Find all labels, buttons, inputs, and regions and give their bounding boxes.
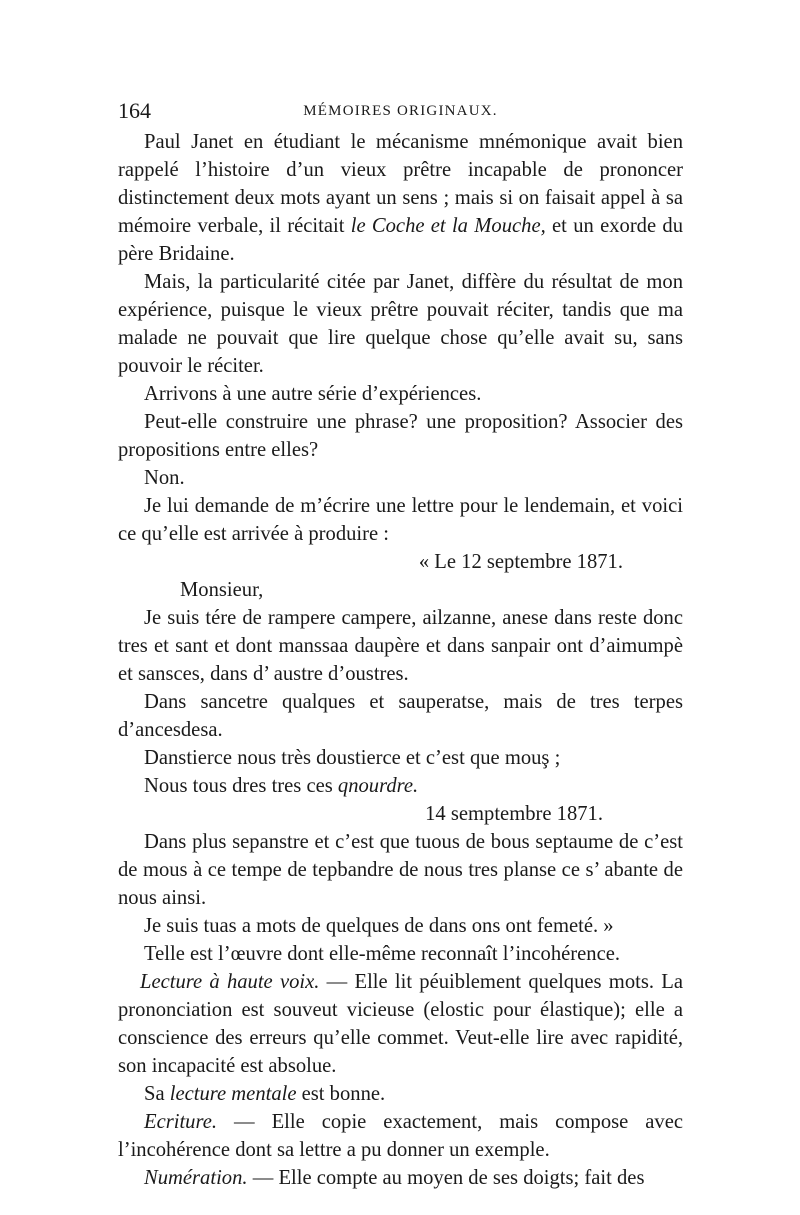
paragraph-numeration (118, 1164, 683, 1192)
paragraph-text: Sa (144, 1083, 170, 1105)
letter-line-6: Je suis tuas a mots de quelques de dans ons ont femeté. » (144, 915, 614, 937)
letter-line-5: Dans plus sepanstre et c’est que tuous de bous septaume de c’est de mous à ce tempe de tepbandre de nous tres planse ce s’ abante de nous ainsi. (118, 831, 683, 909)
paragraph-text: — Elle lit péuiblement quelques mots. La prononciation est souveut vicieuse (elostic pour élastique); elle a conscience des erreurs qu’elle commet. Veut-elle lire avec rapidité, son incapacité est absolue. (118, 971, 683, 1077)
paragraph-text: — Elle copie exactement, mais compose avec l’incohérence dont sa lettre a pu donner un exemple. (118, 1111, 683, 1161)
running-head: MÉMOIRES ORIGINAUX. (303, 103, 498, 119)
paragraph-text: Paul Janet en étudiant le mécanisme mnémonique avait bien rappelé l’histoire d’un vieux prêtre incapable de prononcer distinctement deux mots ayant un sens ; mais si on faisait appel à sa mémoire verbale, il récitait (118, 131, 683, 237)
fable-title: le Coche et la Mouche, (350, 215, 546, 237)
letter-line-3: Danstierce nous très doustierce et c’est que mouş ; (144, 747, 561, 769)
section-label: Numération. (144, 1167, 248, 1189)
paragraph-ecriture (118, 1108, 683, 1164)
paragraph-text: et un exorde du père Bridaine. (118, 215, 684, 265)
paragraph-lecture-mentale (118, 1080, 683, 1108)
letter-word-italic: qnourdre. (337, 775, 419, 797)
paragraph-phrase: Peut-elle construire une phrase? une proposition? Associer des propositions entre elles? (118, 411, 683, 461)
page-number: 164 (118, 98, 151, 123)
body-text (118, 128, 683, 1192)
paragraph-text: est bonne. (296, 1083, 386, 1105)
paragraph-lettre-intro: Je lui demande de m’écrire une lettre pour le lendemain, et voici ce qu’elle est arrivée à produire : (118, 495, 683, 545)
letter-date-1: « Le 12 septembre 1871. (418, 551, 623, 573)
letter-text: Nous tous dres tres ces (144, 775, 338, 797)
paragraph-non: Non. (144, 467, 185, 489)
letter-salutation: Monsieur, (180, 579, 264, 601)
section-label: lecture mentale (169, 1083, 297, 1105)
letter-line-4 (118, 772, 683, 800)
section-label: Ecriture. (144, 1111, 218, 1133)
paragraph-janet (118, 128, 683, 268)
paragraph-arrivons: Arrivons à une autre série d’expériences. (144, 383, 482, 405)
letter-line-1: Je suis tére de rampere campere, ailzanne, anese dans reste donc tres et sant et dont manssaa daupère et dans sanpair ont d’aimumpè et sansces, dans d’ austre d’oustres. (118, 607, 683, 685)
paragraph-text: — Elle compte au moyen de ses doigts; fait des (247, 1167, 645, 1189)
paragraph-particularite: Mais, la particularité citée par Janet, diffère du résultat de mon expérience, puisque le vieux prêtre pouvait réciter, tandis que ma malade ne pouvait que lire quelque chose qu’elle avait su, sans pouvoir le réciter. (118, 271, 683, 377)
section-label: Lecture à haute voix. (140, 971, 320, 993)
page-header (118, 98, 683, 128)
paragraph-oeuvre: Telle est l’œuvre dont elle-même reconnaît l’incohérence. (144, 943, 620, 965)
letter-date-2: 14 semptembre 1871. (425, 803, 603, 825)
letter-line-2: Dans sancetre qualques et sauperatse, mais de tres terpes d’ancesdesa. (118, 691, 683, 741)
paragraph-lecture-haute-voix (118, 968, 683, 1080)
